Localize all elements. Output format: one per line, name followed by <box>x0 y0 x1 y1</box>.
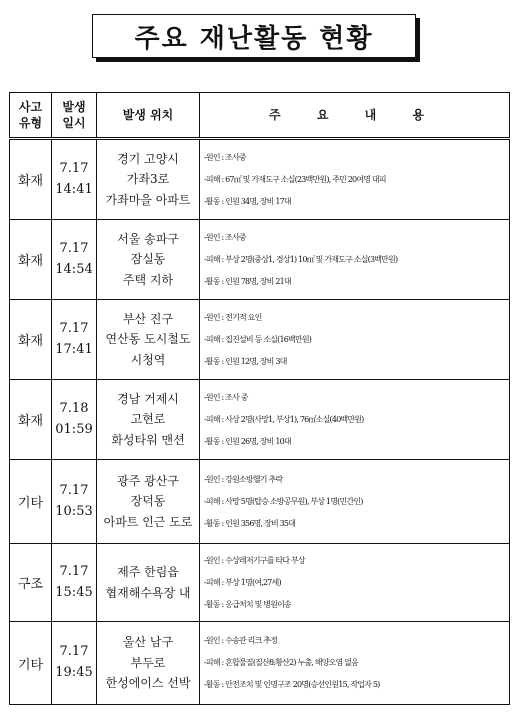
incident-details <box>200 139 510 220</box>
incident-location <box>97 300 200 380</box>
incident-datetime <box>52 139 97 220</box>
table-row <box>10 544 510 622</box>
detail-cause: -원인 : 수상레저기구를 타다 부상 <box>204 555 305 565</box>
incident-time: 01:59 <box>55 421 93 437</box>
incident-type: 기타 <box>10 460 52 544</box>
location-line: 가좌3로 <box>126 172 170 187</box>
header-type <box>10 93 52 139</box>
incident-date: 7.17 <box>59 320 89 336</box>
location-line: 화성타워 맨션 <box>111 432 185 447</box>
table-row <box>10 380 510 460</box>
detail-damage: -피해 : 부상 1명(여,27세) <box>204 577 281 587</box>
header-date-line1: 발생 <box>62 99 86 114</box>
incident-datetime <box>52 300 97 380</box>
header-type-line1: 사고 <box>18 99 43 114</box>
incident-time: 14:41 <box>55 181 93 197</box>
location-line: 경남 거제시 <box>117 391 179 406</box>
incident-datetime <box>52 544 97 622</box>
incident-details <box>200 544 510 622</box>
location-line: 한성에이스 선박 <box>105 676 191 691</box>
table-row <box>10 220 510 300</box>
header-type-line2: 유형 <box>18 116 43 130</box>
detail-activity: -활동 : 인원 26명, 장비 10대 <box>204 436 291 446</box>
location-line: 가좌마을 아파트 <box>105 192 191 207</box>
incident-type: 화재 <box>10 380 52 460</box>
disaster-activity-table <box>9 92 510 705</box>
incident-type: 화재 <box>10 220 52 300</box>
detail-damage: -피해 : 부상 2명(중상1, 경상1) 10㎡ 및 가재도구 소실(3백만원) <box>204 254 398 264</box>
incident-type: 화재 <box>10 300 52 380</box>
location-line: 광주 광산구 <box>117 473 179 488</box>
incident-details <box>200 460 510 544</box>
location-line: 부산 진구 <box>122 311 174 326</box>
incident-location <box>97 460 200 544</box>
incident-type: 기타 <box>10 622 52 705</box>
detail-activity: -활동 : 안전조치 및 인명구조 20명(승선인원15, 작업자 5) <box>204 680 380 689</box>
detail-activity: -활동 : 응급처치 및 병원이송 <box>204 599 291 609</box>
location-line: 연산동 도시철도 <box>105 332 191 347</box>
header-date-line2: 일시 <box>62 116 86 130</box>
location-line: 고현로 <box>130 412 166 427</box>
location-line: 경기 고양시 <box>117 151 179 166</box>
incident-details <box>200 622 510 705</box>
incident-time: 19:45 <box>55 665 93 680</box>
header-date <box>52 93 97 139</box>
incident-details <box>200 380 510 460</box>
table-header-row <box>10 93 510 139</box>
incident-datetime <box>52 460 97 544</box>
detail-cause: -원인 : 전기적 요인 <box>204 312 262 322</box>
location-line: 부두로 <box>130 655 166 670</box>
incident-time: 15:45 <box>55 584 93 600</box>
incident-location <box>97 380 200 460</box>
incident-details <box>200 220 510 300</box>
detail-cause: -원인 : 수송관 리크 추정 <box>204 636 278 645</box>
table-row <box>10 300 510 380</box>
header-detail <box>200 93 510 139</box>
detail-damage: -피해 : 사상 2명(사망1, 부상1), 76㎡소실(40백만원) <box>204 414 364 424</box>
detail-activity: -활동 : 인원 34명, 장비 17대 <box>204 196 291 206</box>
incident-location <box>97 139 200 220</box>
incident-time: 17:41 <box>55 341 93 357</box>
incident-datetime <box>52 622 97 705</box>
detail-damage: -피해 : 혼합물질(질산8:황산2) 누출, 해양오염 없음 <box>204 658 359 667</box>
header-location: 발생 위치 <box>97 93 200 139</box>
location-line: 서울 송파구 <box>117 231 179 246</box>
incident-date: 7.17 <box>59 563 89 579</box>
detail-cause: -원인 : 조사중 <box>204 152 246 162</box>
header-detail-label: 주 요 내 용 <box>269 107 440 122</box>
incident-type: 화재 <box>10 139 52 220</box>
location-line: 제주 한림읍 <box>117 565 179 580</box>
detail-cause: -원인 : 조사 중 <box>204 392 248 402</box>
incident-type: 구조 <box>10 544 52 622</box>
location-line: 장덕동 <box>130 494 166 509</box>
location-line: 협재해수욕장 내 <box>105 585 191 600</box>
incident-time: 14:54 <box>55 261 93 277</box>
incident-location <box>97 220 200 300</box>
incident-details <box>200 300 510 380</box>
incident-time: 10:53 <box>55 503 93 519</box>
table-row <box>10 460 510 544</box>
incident-location <box>97 544 200 622</box>
incident-date: 7.18 <box>59 400 89 416</box>
location-line: 주택 지하 <box>122 272 174 287</box>
detail-activity: -활동 : 인원 78명, 장비 21대 <box>204 276 291 286</box>
incident-date: 7.17 <box>59 644 89 660</box>
detail-damage: -피해 : 사망 5명(탑승 소방공무원), 부상 1명(민간인) <box>204 496 363 506</box>
detail-damage: -피해 : 집진설비 등 소실(16백만원) <box>204 334 312 344</box>
detail-cause: -원인 : 조사중 <box>204 232 246 242</box>
incident-date: 7.17 <box>59 240 89 256</box>
table-row <box>10 139 510 220</box>
location-line: 잠실동 <box>130 252 166 267</box>
incident-datetime <box>52 220 97 300</box>
location-line: 시청역 <box>130 352 166 367</box>
page-title: 주요 재난활동 현황 <box>92 14 416 58</box>
detail-damage: -피해 : 67㎡ 및 가재도구 소실(23백만원), 주민 20여명 대피 <box>204 174 386 184</box>
location-line: 울산 남구 <box>122 635 174 650</box>
detail-activity: -활동 : 인원 356명, 장비 35대 <box>204 518 296 528</box>
incident-date: 7.17 <box>59 482 89 498</box>
incident-date: 7.17 <box>59 160 89 176</box>
location-line: 아파트 인근 도로 <box>103 514 193 529</box>
detail-cause: -원인 : 강원소방헬기 추락 <box>204 474 283 484</box>
incident-location <box>97 622 200 705</box>
table-row <box>10 622 510 705</box>
incident-datetime <box>52 380 97 460</box>
detail-activity: -활동 : 인원 12명, 장비 3대 <box>204 356 287 366</box>
